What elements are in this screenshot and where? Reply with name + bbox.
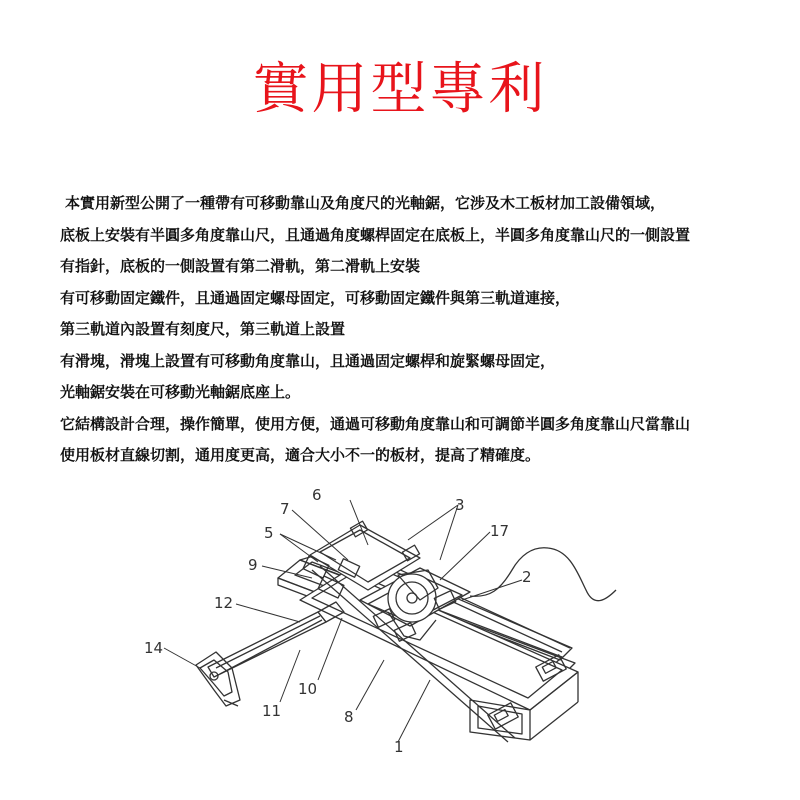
drawing-label: 5 (264, 524, 274, 542)
drawing-label: 7 (280, 500, 290, 518)
drawing-label: 11 (262, 702, 282, 720)
description-line: 底板上安裝有半圓多角度靠山尺，且通過角度螺桿固定在底板上，半圓多角度靠山尺的一側設置 (60, 225, 691, 244)
drawing-label: 1 (394, 738, 404, 756)
drawing-label: 17 (490, 522, 510, 540)
description-line: 本實用新型公開了一種帶有可移動靠山及角度尺的光軸鋸，它涉及木工板材加工設備領域， (65, 194, 666, 212)
description-line: 光軸鋸安裝在可移動光軸鋸底座上。 (60, 383, 301, 401)
description-line: 使用板材直線切割，通用度更高，適合大小不一的板材，提高了精確度。 (60, 446, 541, 464)
description-line: 有指針，底板的一側設置有第二滑軌，第二滑軌上安裝 (60, 257, 421, 275)
power-cord (470, 548, 616, 601)
drawing-label: 12 (214, 594, 234, 612)
drawing-label: 14 (144, 639, 164, 657)
description-line: 有滑塊，滑塊上設置有可移動角度靠山，且通過固定螺桿和旋緊螺母固定， (60, 351, 556, 370)
drawing-label: 3 (455, 496, 465, 514)
description-line: 第三軌道內設置有刻度尺，第三軌道上設置 (60, 320, 346, 338)
drawing-label: 2 (522, 568, 532, 586)
patent-description (60, 188, 780, 472)
description-line: 它結構設計合理，操作簡單，使用方便，通過可移動角度靠山和可調節半圓多角度靠山尺當靠山 (60, 414, 691, 433)
drawing-label: 9 (248, 556, 258, 574)
page-title: 實用型專利 (252, 57, 548, 122)
reference-numerals (144, 486, 532, 756)
drawing-label: 10 (298, 680, 318, 698)
description-line: 有可移動固定鐵件，且通過固定螺母固定，可移動固定鐵件與第三軌道連接， (60, 288, 571, 307)
patent-drawing (0, 480, 800, 800)
drawing-label: 8 (344, 708, 354, 726)
drawing-label: 6 (312, 486, 322, 504)
